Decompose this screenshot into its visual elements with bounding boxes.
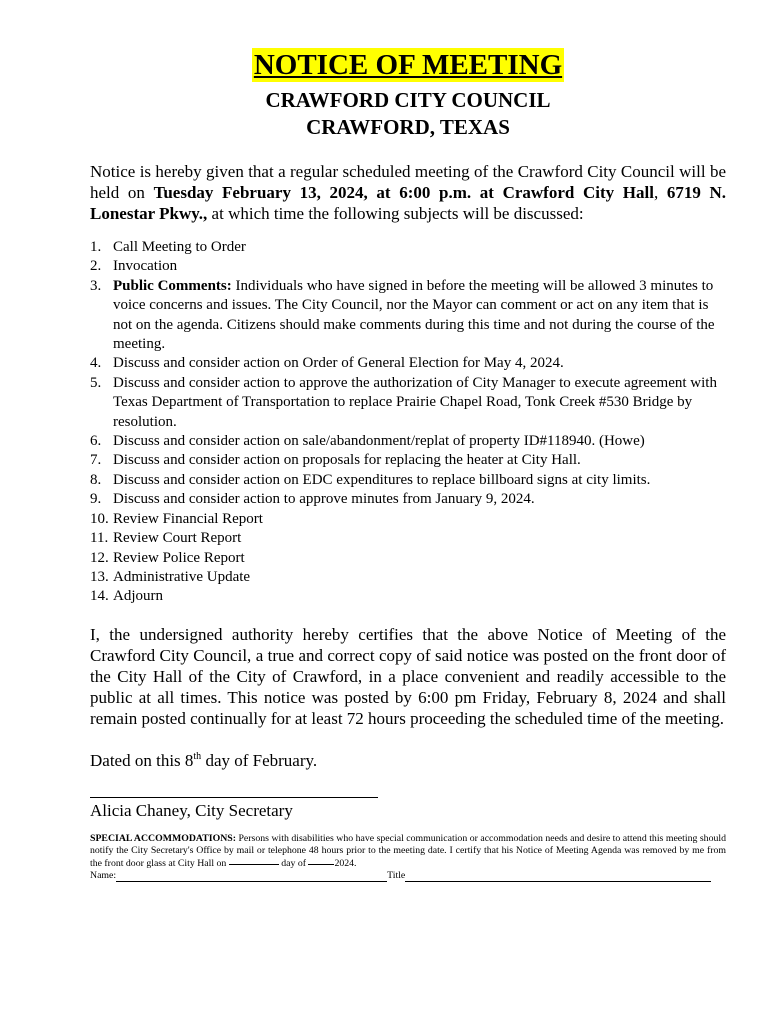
agenda-text: Discuss and consider action to approve minutes from January 9, 2024. — [113, 491, 535, 508]
agenda-item — [90, 471, 726, 490]
agenda-number: 4. — [90, 355, 102, 372]
day-of-text: day of — [278, 857, 309, 869]
agenda-text: Call Meeting to Order — [113, 239, 246, 255]
agenda-text: Invocation — [113, 258, 178, 275]
dated-ordinal: th — [193, 750, 202, 762]
agenda-item — [90, 549, 726, 568]
public-comments-label: Public Comments: — [113, 277, 232, 294]
agenda-number: 11. — [90, 530, 109, 547]
name-blank[interactable] — [116, 872, 387, 882]
agenda-number: 1. — [90, 239, 102, 255]
meeting-address: 6719 N. Lonestar Pkwy., — [90, 183, 726, 223]
agenda-item — [90, 354, 726, 373]
agenda-item — [90, 374, 726, 432]
intro-text-1: Notice is hereby given that a regular scheduled meeting of the Crawford City Council will be held on — [90, 162, 726, 202]
name-label: Name: — [90, 869, 117, 881]
notice-title: NOTICE OF MEETING — [253, 49, 563, 81]
signature-line — [90, 797, 378, 798]
agenda-item — [90, 490, 726, 509]
council-name: CRAWFORD CITY COUNCIL — [265, 88, 551, 112]
year-text: 2024. — [334, 857, 357, 869]
notice-document — [90, 48, 726, 882]
agenda-number: 7. — [90, 452, 102, 469]
agenda-number: 10. — [90, 510, 109, 527]
agenda-item — [90, 432, 726, 451]
agenda-text: Adjourn — [113, 588, 163, 605]
agenda-text: Discuss and consider action on EDC expenditures to replace billboard signs at city limits. — [113, 471, 651, 488]
agenda-text: Review Financial Report — [113, 510, 263, 527]
agenda-number: 9. — [90, 491, 102, 508]
agenda-text: Discuss and consider action on proposals for replacing the heater at City Hall. — [113, 452, 581, 469]
special-accommodations — [90, 833, 726, 870]
dated-after: day of February. — [201, 750, 318, 770]
agenda-text: Discuss and consider action on Order of General Election for May 4, 2024. — [113, 355, 564, 372]
special-accommodations-label: SPECIAL ACCOMMODATIONS: — [90, 832, 236, 844]
signature-name: Alicia Chaney, City Secretary — [90, 800, 293, 820]
meeting-datetime-location: Tuesday February 13, 2024, at 6:00 p.m. at Crawford City Hall — [153, 183, 654, 202]
dated-line — [90, 750, 726, 771]
agenda-number: 2. — [90, 258, 102, 275]
title-blank[interactable] — [405, 872, 711, 882]
special-accommodations-text: Persons with disabilities who have special communication or accommodation needs and desire to attend this meeting should notify the City Secretary's Office by mail or telephone 48 hours prior to the meeting date. I certify that his Notice of Meeting Agenda was removed by me from the front door glass at City Hall on — [90, 832, 726, 869]
agenda-item — [90, 568, 726, 587]
agenda-number: 12. — [90, 549, 109, 566]
agenda-text: Administrative Update — [113, 568, 251, 585]
agenda-number: 8. — [90, 471, 102, 488]
agenda-item — [90, 510, 726, 529]
agenda-list — [90, 238, 726, 607]
agenda-text: Review Court Report — [113, 530, 242, 547]
agenda-item — [90, 451, 726, 470]
title-label: Title — [387, 869, 406, 881]
agenda-number: 13. — [90, 568, 109, 585]
intro-comma: , — [653, 183, 667, 202]
agenda-item — [90, 277, 726, 355]
dated-before: Dated on this 8 — [90, 750, 194, 770]
removed-date-blank[interactable] — [229, 864, 279, 865]
month-blank[interactable] — [308, 864, 334, 865]
agenda-number: 5. — [90, 374, 102, 391]
agenda-text: Individuals who have signed in before the meeting will be allowed 3 minutes to voice concerns and issues. The City Council, nor the Mayor can comment or act on any item that is not on the agenda. Citizens should make comments during this time and not during the course of the meeting. — [113, 277, 715, 353]
agenda-item — [90, 238, 726, 257]
intro-paragraph — [90, 161, 726, 224]
certification-paragraph: I, the undersigned authority hereby certifies that the above Notice of Meeting of the Crawford City Council, a true and correct copy of said notice was posted on the front door of the City Hall of the City of Crawford, in a place convenient and readily accessible to the public at all times. This notice was posted by 6:00 pm Friday, February 8, 2024 and shall remain posted continually for at least 72 hours proceeding the scheduled time of the meeting. — [90, 624, 726, 728]
agenda-number: 14. — [90, 588, 109, 605]
agenda-text-wrap — [113, 277, 726, 355]
city-state: CRAWFORD, TEXAS — [306, 115, 510, 139]
name-title-line — [90, 870, 726, 882]
agenda-number: 6. — [90, 433, 102, 450]
agenda-item — [90, 587, 726, 606]
agenda-number: 3. — [90, 277, 102, 294]
intro-text-2: at which time the following subjects will be discussed: — [207, 204, 584, 223]
agenda-text: Review Police Report — [113, 549, 245, 566]
agenda-text: Discuss and consider action on sale/abandonment/replat of property ID#118940. (Howe) — [113, 433, 645, 450]
agenda-item — [90, 257, 726, 276]
title-row — [90, 48, 726, 87]
agenda-text: Discuss and consider action to approve the authorization of City Manager to execute agreement with Texas Department of Transportation to replace Prairie Chapel Road, Tonk Creek #530 Bridge by resolution. — [113, 374, 717, 430]
agenda-item — [90, 529, 726, 548]
